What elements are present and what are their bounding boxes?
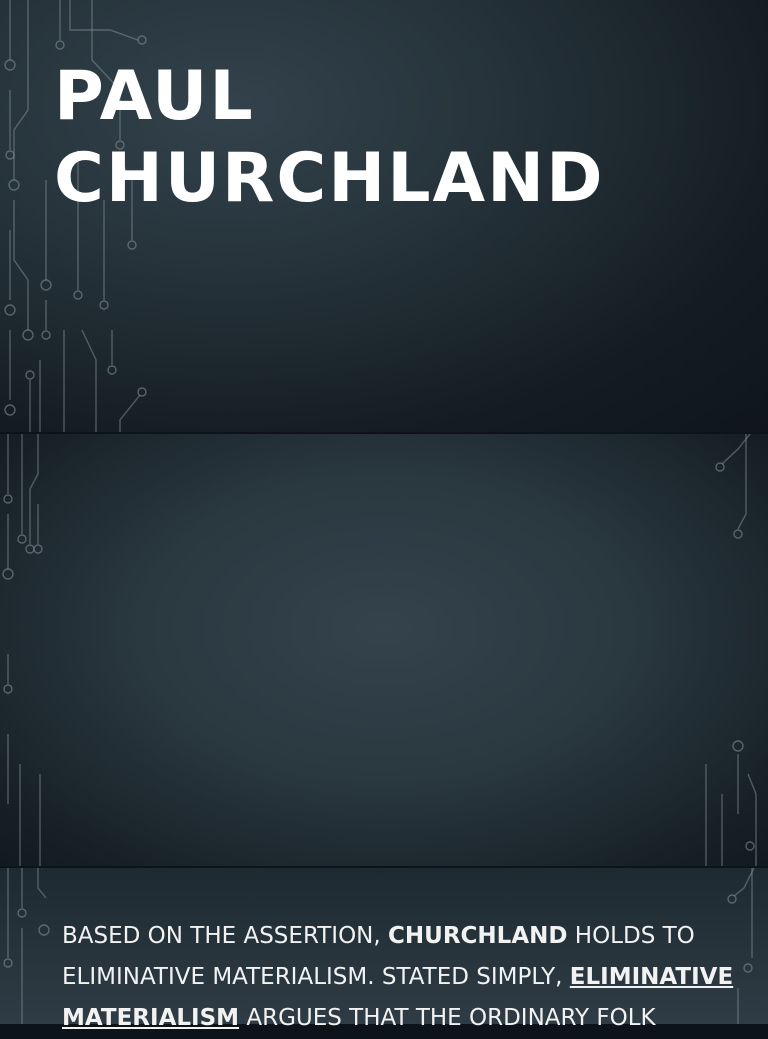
paragraph-text: ARGUES THAT THE ORDINARY FOLK — [239, 1005, 656, 1031]
title-slide — [0, 0, 768, 432]
body-paragraph — [62, 916, 742, 1039]
circuit-decoration-left — [0, 434, 70, 866]
title-line-1: PAUL — [54, 57, 255, 136]
title-line-2: CHURCHLAND — [54, 139, 605, 218]
bio-slide — [0, 434, 768, 866]
emphasis-churchland: CHURCHLAND — [388, 923, 568, 949]
circuit-decoration-left — [0, 868, 60, 1024]
slide-title — [54, 56, 605, 220]
paragraph-text: BASED ON THE ASSERTION, — [62, 923, 389, 949]
paragraph-text: HOLDS TO ELIMINATIVE MATERIALISM. STATED SIMPLY, — [62, 923, 695, 990]
circuit-decoration-right — [698, 434, 768, 866]
emphasis-eliminative-materialism: ELIMINATIVE MATERIALISM — [62, 964, 734, 1031]
